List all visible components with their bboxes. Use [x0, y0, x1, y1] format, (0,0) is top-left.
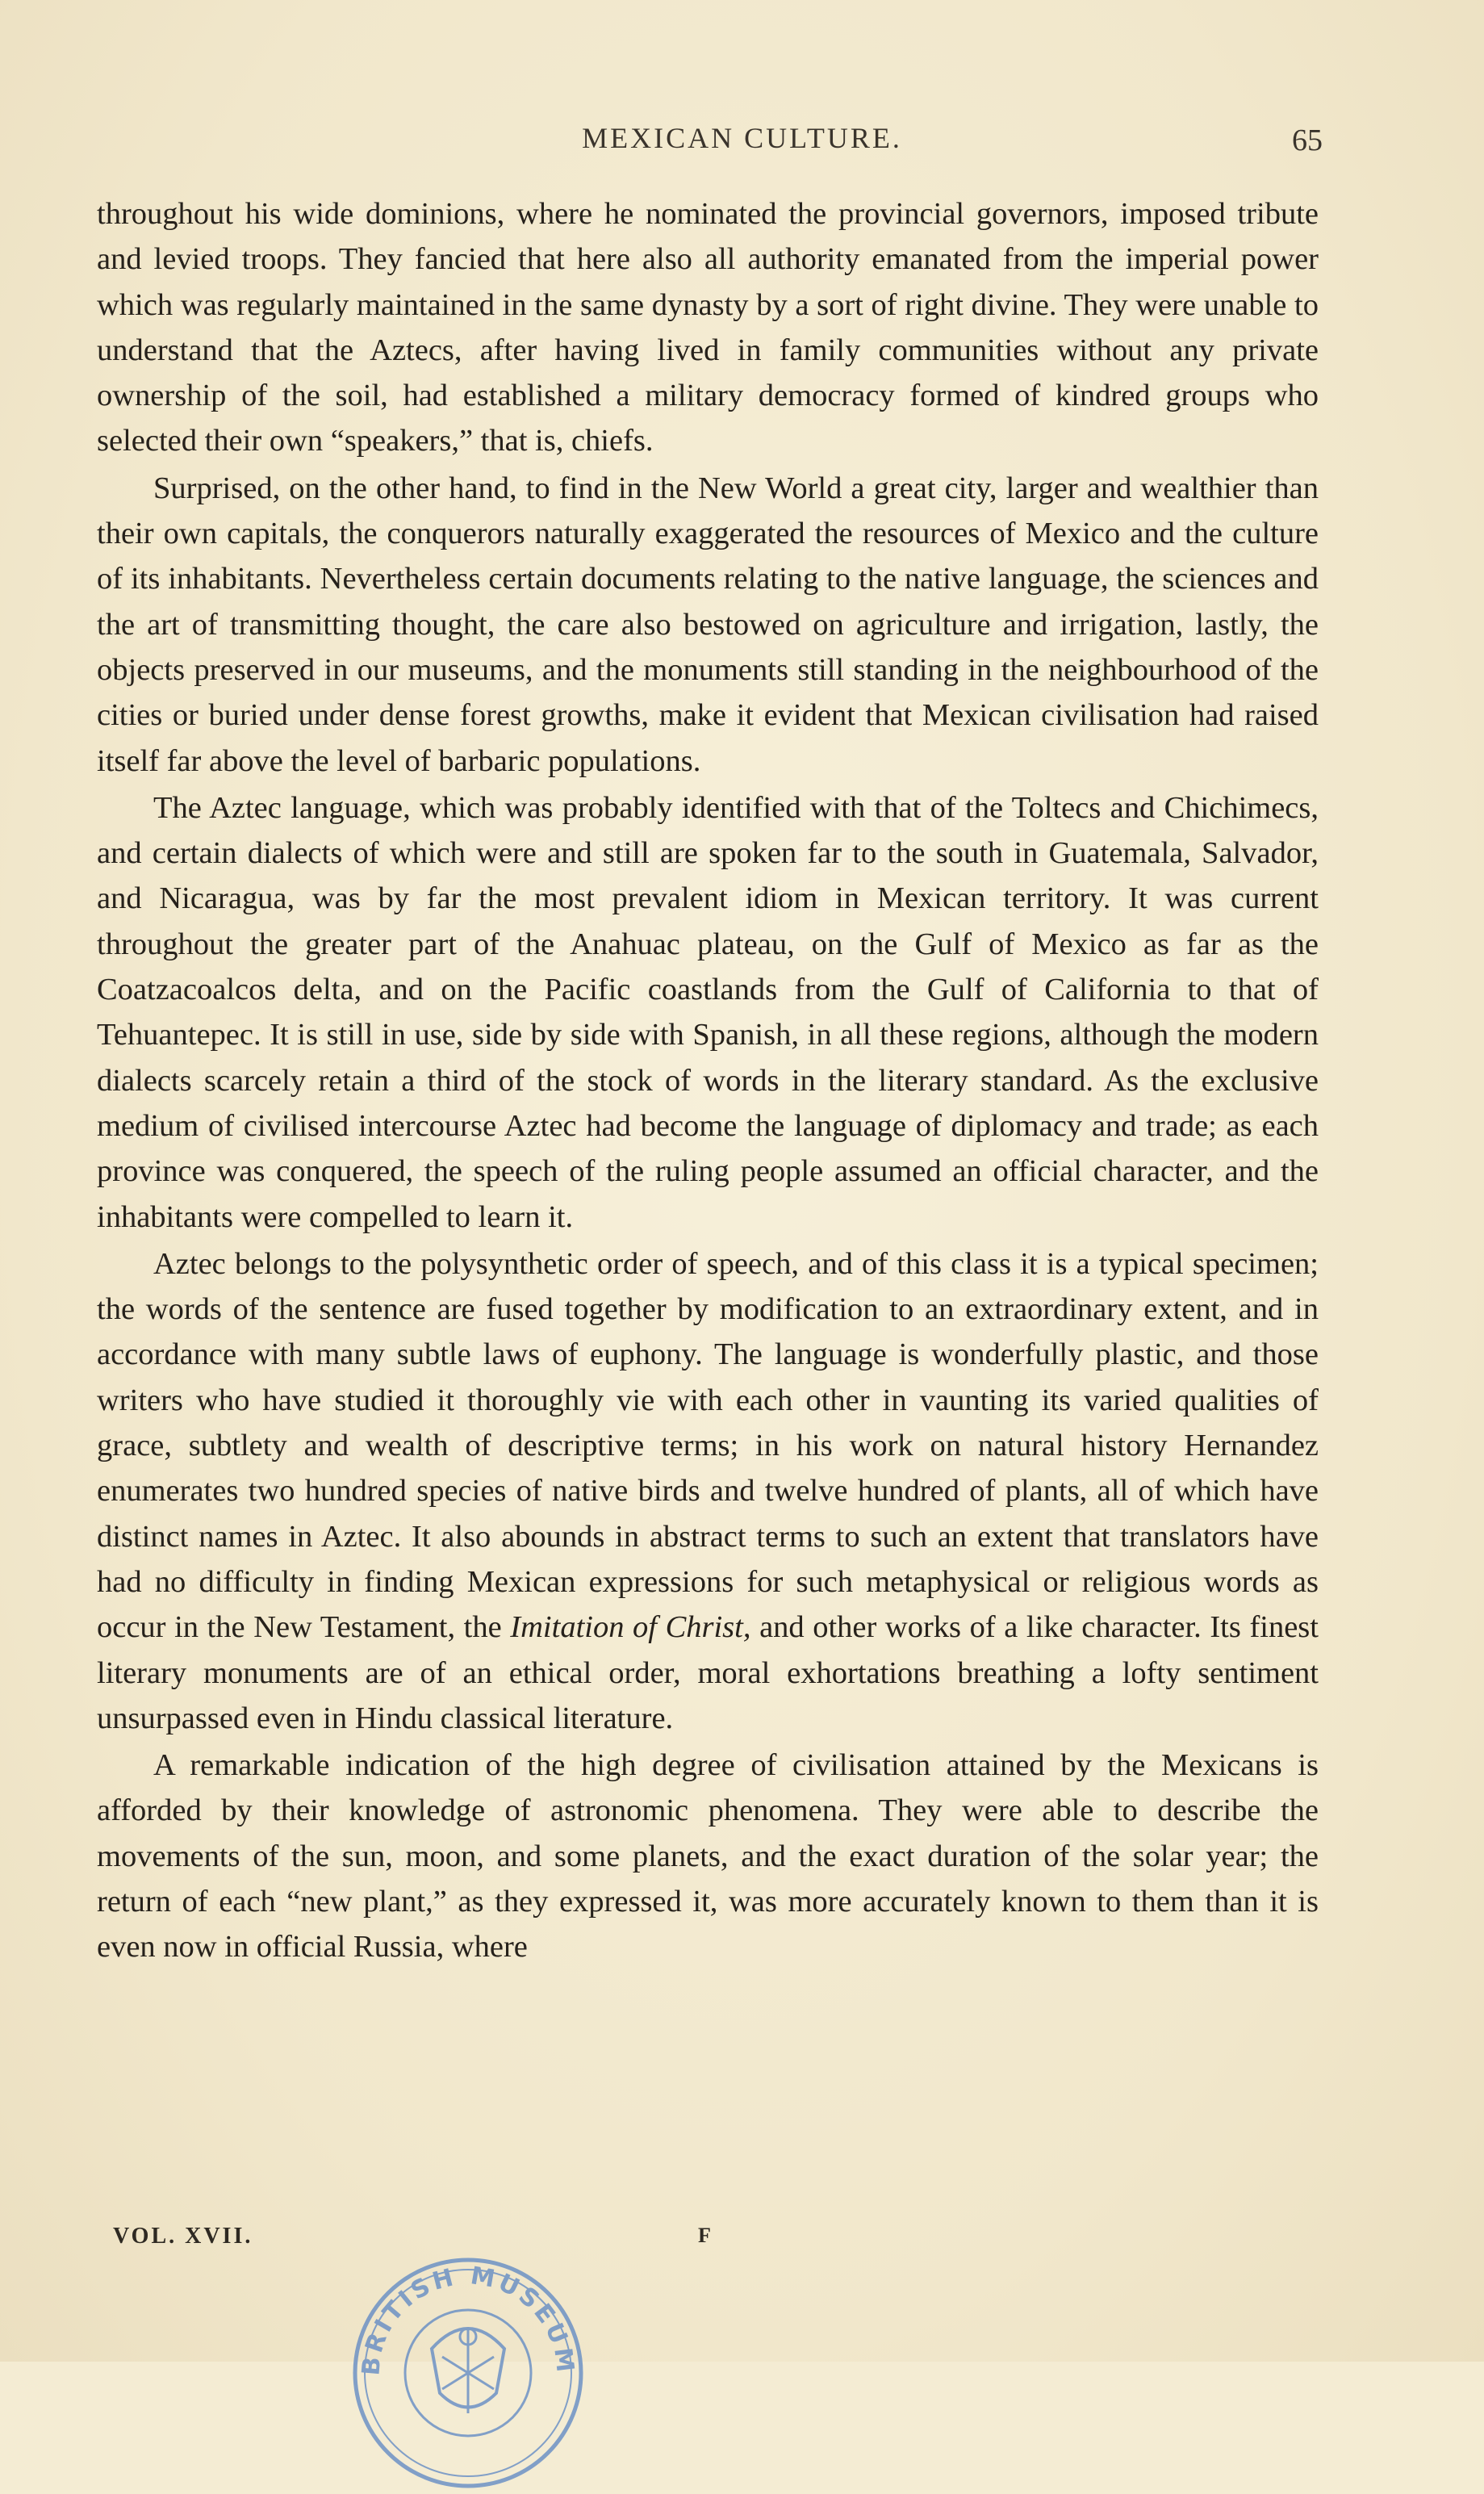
page-footer — [97, 2224, 1319, 2264]
signature-letter: F — [698, 2224, 711, 2247]
paragraph-1: throughout his wide dominions, where he nominated the provincial governors, imposed tribute and levied troops. They fancied that here also all authority emanated from the imperial power which was regularly maintained in the same dynasty by a sort of right divine. They were unable to understand that the Aztecs, after having lived in family communities without any private ownership of the soil, had established a military democracy formed of kindred groups who selected their own “speakers,” that is, chiefs. — [97, 197, 1319, 458]
page-number: 65 — [1292, 123, 1323, 157]
italic-title: Imitation of Christ, — [510, 1610, 751, 1645]
running-head — [0, 121, 1484, 169]
body-text — [97, 191, 1319, 1970]
stamp-text: BRITISH MUSEUM — [357, 2262, 580, 2377]
paragraph-5: A remarkable indication of the high degree of civilisation attained by the Mexicans is afforded by their knowledge of astronomic phenomena. They were able to describe the movements of the sun, moon, and some planets, and the exact duration of the solar year; the return of each “new plant,” as they expressed it, was more accurately known to them than it is even now in official Russia, where — [97, 1748, 1319, 1965]
paragraph-4-text-after: and other works of a like character. Its finest literary monuments are of an ethical order, moral exhortations breathing a lofty sentiment unsurpassed even in Hindu classical literature. — [97, 1610, 1319, 1735]
running-title: MEXICAN CULTURE. — [582, 122, 902, 154]
paragraph-4 — [97, 1241, 1319, 1741]
paragraph-3: The Aztec language, which was probably identified with that of the Toltecs and Chichimecs, and certain dialects of which were and still are spoken far to the south in Guatemala, Salvador, and Nicaragua, was by far the most prevalent idiom in Mexican territory. It was current throughout the greater part of the Anahuac plateau, on the Gulf of Mexico as far as the Coatzacoalcos delta, and on the Pacific coastlands from the Gulf of California to that of Tehuantepec. It is still in use, side by side with Spanish, in all these regions, although the modern dialects scarcely retain a third of the stock of words in the literary standard. As the exclusive medium of civilised intercourse Aztec had become the language of diplomacy and trade; as each province was conquered, the speech of the ruling people assumed an official character, and the inhabitants were compelled to learn it. — [97, 790, 1319, 1234]
volume-signature: VOL. XVII. — [113, 2224, 253, 2249]
paragraph-4-text-before: Aztec belongs to the polysynthetic order of speech, and of this class it is a typical specimen; the words of the sentence are fused together by modification to an extraordinary extent, and in accordance with many subtle laws of euphony. The language is wonderfully plastic, and those writers who have studied it thoroughly vie with each other in vaunting its varied qualities of grace, subtlety and wealth of descriptive terms; in his work on natural history Hernandez enumerates two hundred species of native birds and twelve hundred of plants, all of which have distinct names in Aztec. It also abounds in abstract terms to such an extent that translators have had no difficulty in finding Mexican expressions for such metaphysical or religious words as occur in the New Testament, the — [97, 1246, 1319, 1645]
museum-stamp-icon — [347, 2252, 589, 2494]
paragraph-2: Surprised, on the other hand, to find in the New World a great city, larger and wealthier than their own capitals, the conquerors naturally exaggerated the resources of Mexico and the culture of its inhabitants. Nevertheless certain documents relating to the native language, the sciences and the art of transmitting thought, the care also bestowed on agriculture and irrigation, lastly, the objects preserved in our museums, and the monuments still standing in the neighbourhood of the cities or buried under dense forest growths, make it evident that Mexican civilisation had raised itself far above the level of barbaric populations. — [97, 471, 1319, 778]
